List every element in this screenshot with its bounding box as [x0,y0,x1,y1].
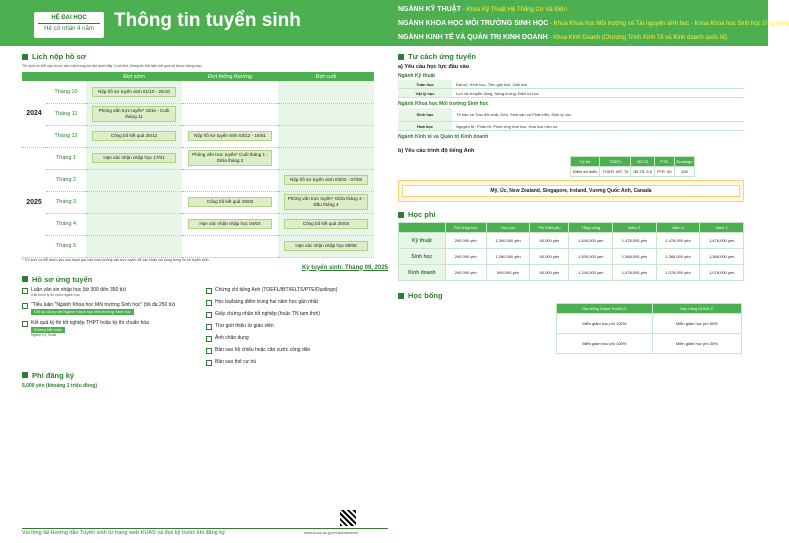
checkbox-icon [206,348,212,354]
eng-col: Kỳ thi [571,157,600,167]
optional-tag: Không bắt buộc [31,327,65,333]
document-item [206,323,382,330]
document-item [206,311,382,318]
documents-title: Hồ sơ ứng tuyển [32,274,93,284]
document-label: Luận văn xin nhập học (từ 300 đến 350 từ) [31,286,127,293]
document-sub: Giải thích lý do chọn ngành học [31,292,81,297]
year-label: 2025 [22,147,46,257]
document-item [22,287,198,298]
academic-req-title: a) Yêu cầu học lực đầu vào [398,64,470,70]
schedule-box: Nộp hồ sơ tuyển sinh 03/12 - 16/01 [188,131,272,141]
eng-col: PTE [655,157,674,167]
req-topics: Tế bào và Trao đổi chất, Gen, Sinh sản và Phát triển, Sinh lý học [456,112,571,117]
tuition-cell: 1,280,000 yên [486,249,530,265]
schedule-header-blank [22,72,46,81]
qr-code-icon[interactable] [340,510,356,526]
schedule-header-late: Đợt cuối [278,72,374,81]
eng-col: TOEFL [600,157,631,167]
document-label: Học bạ/bảng điểm trung hai năm học gần nhất [215,298,318,305]
faculty-row [398,17,789,31]
tuition-cell: 990,000 yên [486,265,530,281]
tuition-cell: 1,078,000 yên [613,265,657,281]
month-label: Tháng 11 [46,103,86,125]
documents-left [22,287,198,371]
checkbox-icon [206,360,212,366]
faculty-sub: - Khoa Kinh Doanh (Chương Trình Kinh Tế và Kinh doanh quốc tế) [549,35,728,41]
schedule-box: Công bố kết quả 25/04 [284,219,368,229]
badge-line1: HỆ ĐẠI HỌC [51,15,87,21]
footer-bar [22,528,388,537]
document-label: "Tiểu luận "Ngành Khoa học Môi trường Sinh học" (tối đa 250 từ) [31,302,176,308]
requirements-title: Tư cách ứng tuyển [408,52,476,61]
tuition-col: Năm 2 [613,223,657,233]
checkbox-icon [206,336,212,342]
tuition-heading [398,210,744,219]
tuition-cell: 50,000 yên [530,249,569,265]
program-badge [34,12,104,38]
documents-right [206,287,382,371]
document-item [206,359,382,366]
month-label: Tháng 4 [46,213,86,235]
eng-val: Điểm tối thiểu [571,167,600,177]
tuition-cell: 200,000 yên [445,265,486,281]
req-subject: Hoá học [398,122,452,130]
eng-val: 105 [674,167,695,177]
eng-title: Ngành Kỹ thuật [398,73,435,79]
footer-text: Vui lòng tải Hướng dẫn Tuyển sinh từ trang web KUAS và đọc kỹ trước khi đăng ký. [22,530,227,536]
month-label: Tháng 3 [46,191,86,213]
faculty-name: NGÀNH KỸ THUẬT [398,6,461,13]
tuition-col: Phí thiết yếu [530,223,569,233]
scholarship-col: Học bổng Super KUAS-C [557,304,653,314]
tuition-col: Năm 3 [656,223,700,233]
tuition-cell: 1,368,000 yên [613,249,657,265]
square-icon [398,212,404,218]
document-label: Ảnh chân dung [215,334,249,341]
tuition-cell: 1,078,000 yên [700,265,744,281]
scholarship-cell: Miễn giảm học phí 50% [652,314,741,334]
year-label: 2024 [22,81,46,147]
month-label: Tháng 2 [46,169,86,191]
scholarship-cell: Miễn giảm học phí 30% [652,334,741,354]
right-column [398,52,744,354]
scholarship-title: Học bổng [408,291,443,300]
schedule-box: Nộp hồ sơ tuyển sinh 01/10 - 25/10 [92,87,176,97]
document-label: Giấy chứng nhận tốt nghiệp (hoặc TN tạm thời) [215,310,320,317]
eng-val: IELTS: 5.5 [631,167,655,177]
document-item [206,299,382,306]
tuition-cell: 200,000 yên [445,249,486,265]
eng-val: TOEFL iBT: 75 [600,167,631,177]
tuition-cell: 1,478,000 yên [613,233,657,249]
scholarship-cell: Miễn giảm học phí 100% [557,314,653,334]
tuition-cell: 50,000 yên [530,265,569,281]
tuition-row-label: Kỹ thuật [399,233,446,249]
req-subject: Toán học [398,80,452,88]
req-row [398,122,744,131]
document-label: Kết quả kỳ thi tốt nghiệp THPT hoặc kỳ thi chuẩn hóa [31,320,149,326]
document-label: Bản sao hộ chiếu hoặc căn cước công dân [215,346,311,353]
schedule-header-regular: Đợt thông thường [182,72,278,81]
tuition-col: Tổng cộng [569,223,613,233]
env-title: Ngành Khoa học Môi trường Sinh học [398,101,489,107]
faculty-sub: - Khoa Kỹ Thuật Hệ Thống Cơ Và Điện [462,7,567,13]
req-topics: Đại số, Hình học, Tiền giải tích, Giải tích [456,81,528,87]
fee-heading [22,371,388,380]
fee-title: Phí đăng ký [32,370,75,380]
checkbox-icon [22,303,28,309]
tuition-cell: 1,478,000 yên [656,233,700,249]
document-item [22,320,198,338]
schedule-box: Hạn xác nhận nhập học 17/01 [92,153,176,163]
badge-line2: Hệ cử nhân 4 năm [38,23,100,32]
square-icon [398,293,404,299]
month-label: Tháng 10 [46,81,86,103]
req-topics: Lực và chuyển động, Năng lượng, Điện từ học [456,90,539,96]
documents-heading [22,275,388,284]
month-label: Tháng 12 [46,125,86,147]
checkbox-icon [206,324,212,330]
faculty-sub: - Khoa Khoa học Môi trường và Tài nguyên sinh học - Khoa Khoa học Sinh học Ứng dụng [550,21,789,27]
tuition-col: Học phí [486,223,530,233]
schedule-box: Công bố kết quả 19/03 [188,197,272,207]
document-item [206,335,382,342]
schedule-footnote: * Thí sinh có thể được yêu cầu tham gia một cuộc phỏng vấn trực tuyến để xác nhận nội dung trong hồ sơ tuyển sinh. [22,257,210,262]
tuition-cell: 1,390,000 yên [486,233,530,249]
eng-col: Duolingo [674,157,695,167]
document-label: Chứng chỉ tiếng Anh (TOEFL/IBT/IELTS/PTE/Duolingo) [215,286,338,293]
tuition-cell: 1,640,000 yên [569,233,613,249]
tuition-cell: 1,478,000 yên [700,233,744,249]
left-column [22,52,388,389]
tuition-col: Năm 4 [700,223,744,233]
checkbox-icon [22,321,28,327]
month-label: Tháng 5 [46,235,86,257]
page-title: Thông tin tuyển sinh [114,10,301,31]
schedule-box: Phỏng vấn trực tuyến* Giữa tháng 3 - Đầu tháng 4 [284,194,368,210]
document-tag: Chỉ áp dụng với Ngành Khoa học Môi trường Sinh học [31,309,134,315]
tuition-title: Học phí [408,210,436,219]
req-row [398,108,744,122]
faculty-name: NGÀNH KHOA HỌC MÔI TRƯỜNG SINH HỌC [398,20,549,27]
tuition-row-label: Sinh học [399,249,446,265]
schedule-table [22,72,374,258]
faculty-row [398,31,764,45]
schedule-header-blank [46,72,86,81]
document-label: Thư giới thiệu từ giáo viên [215,322,274,329]
req-row [398,89,744,98]
faculty-name: NGÀNH KINH TẾ VÀ QUẢN TRỊ KINH DOANH [398,34,548,41]
scholarship-heading [398,291,744,300]
tuition-cell: 50,000 yên [530,233,569,249]
website-link[interactable]: www.kuas.ac.jp/en/admissions [303,530,358,535]
req-subject: Vật lý học [398,89,452,97]
tuition-cell: 1,368,000 yên [656,249,700,265]
document-item [22,302,198,315]
schedule-box: Nộp hồ sơ tuyển sinh 03/02 - 07/03 [284,175,368,185]
schedule-box: Phỏng vấn trực tuyến* Giữa - Cuối tháng 11 [92,106,176,122]
schedule-note: Thí sinh có thể nộp hồ sơ vào một trong ba đợt dưới đây. Cuối đợt, thông tin thể hiện kết quả sẽ được thông báo. [22,64,203,68]
square-icon [398,54,404,60]
square-icon [22,54,28,60]
tuition-cell: 200,000 yên [445,233,486,249]
eng-val: PTE: 50 [655,167,674,177]
tuition-cell: 1,078,000 yên [656,265,700,281]
checkbox-icon [206,288,212,294]
square-icon [22,276,28,282]
document-sub: Ngành Kỹ Thuật [31,333,57,337]
tuition-col: Phí nhập học [445,223,486,233]
scholarship-table [556,303,742,354]
exempt-countries: Mỹ, Úc, New Zealand, Singapore, Ireland, Vương Quốc Anh, Canada [402,185,740,197]
schedule-box: Phỏng vấn trực tuyến* Cuối tháng 1 - Giữa tháng 2 [188,150,272,166]
english-req-title: b) Yêu cầu trình độ tiếng Anh [398,148,475,154]
req-row [398,80,744,89]
checkbox-icon [206,300,212,306]
eng-col: IELTS [631,157,655,167]
document-label: Bản sao thẻ cư trú [215,358,257,365]
tuition-cell: 1,530,000 yên [569,249,613,265]
tuition-cell: 1,240,000 yên [569,265,613,281]
biz-title: Ngành Kinh tế và Quản trị Kinh doanh [398,134,489,140]
document-item [206,347,382,354]
req-topics: Nguyên tử, Phân tử, Phản ứng hoá học, Hoá học hữu cơ [456,123,558,129]
document-item [206,287,382,294]
scholarship-col: Học bổng KUAS-C [652,304,741,314]
schedule-box: Hạn xác nhận nhập học 09/05 [284,241,368,251]
req-subject: Sinh học [398,108,452,121]
scholarship-cell: Miễn giảm học phí 100% [557,334,653,354]
schedule-header-early: Đợt sớm [86,72,182,81]
faculty-row [398,3,764,17]
checkbox-icon [22,288,28,294]
tuition-table [398,222,744,281]
schedule-box: Hạn xác nhận nhập học 04/04 [188,219,272,229]
tuition-cell: 1,368,000 yên [700,249,744,265]
schedule-heading [22,52,388,61]
square-icon [22,372,28,378]
checkbox-icon [206,312,212,318]
faculty-list [398,3,789,45]
exemption-box [398,180,744,202]
tuition-corner [399,223,446,233]
requirements-heading [398,52,744,61]
schedule-box: Công bố kết quả 25/12 [92,131,176,141]
english-table [570,156,695,177]
enrollment-date: Kỳ tuyển sinh: Tháng 09, 2025 [301,264,388,271]
documents-list [22,287,388,371]
tuition-row-label: Kinh doanh [399,265,446,281]
fee-amount: 5,000 yên (khoảng 1 triệu đồng) [22,382,98,389]
page-header [0,0,789,46]
schedule-title: Lịch nộp hồ sơ [32,52,87,61]
month-label: Tháng 1 [46,147,86,169]
